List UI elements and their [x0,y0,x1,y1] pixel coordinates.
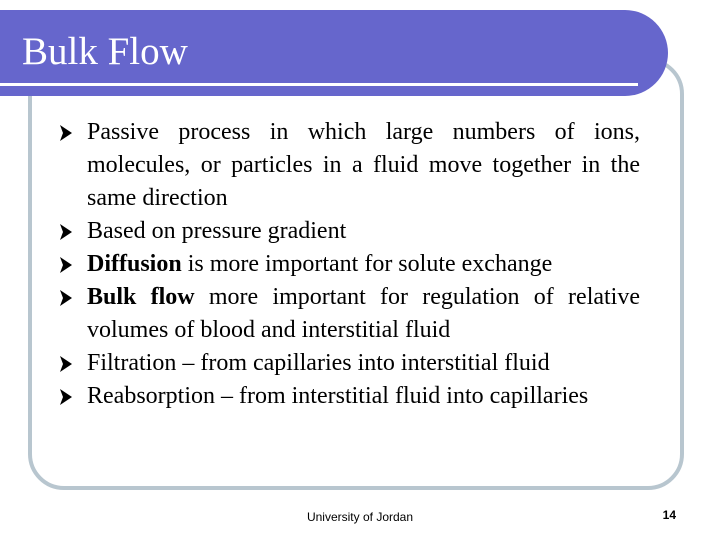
arrowhead-bullet-icon [60,356,72,372]
bullet-item [60,380,640,413]
slide-title: Bulk Flow [22,30,188,73]
bullet-text: Based on pressure gradient [87,218,347,244]
bullet-list [60,116,640,413]
bullet-text: Passive process in which large numbers of ions, molecules, or particles in a fluid move together in the same direction [87,119,640,211]
footer-text: University of Jordan [306,510,414,524]
bullet-item [60,116,640,215]
bullet-item [60,281,640,347]
arrowhead-bullet-icon [60,290,72,306]
bullet-item [60,248,640,281]
title-bar [0,10,668,96]
arrowhead-bullet-icon [60,125,72,141]
bullet-bold-term: Diffusion [87,251,182,277]
bullet-bold-term: Bulk flow [87,284,195,310]
arrowhead-bullet-icon [60,224,72,240]
bullet-text: Reabsorption – from interstitial fluid into capillaries [87,383,589,409]
bullet-item [60,347,640,380]
arrowhead-bullet-icon [60,257,72,273]
bullet-item [60,215,640,248]
bullet-text: more important for regulation of relative volumes of blood and interstitial fluid [87,284,640,343]
bullet-text: Filtration – from capillaries into interstitial fluid [87,350,550,376]
bullet-text: is more important for solute exchange [181,251,553,277]
page-number: 14 [662,508,676,522]
arrowhead-bullet-icon [60,389,72,405]
